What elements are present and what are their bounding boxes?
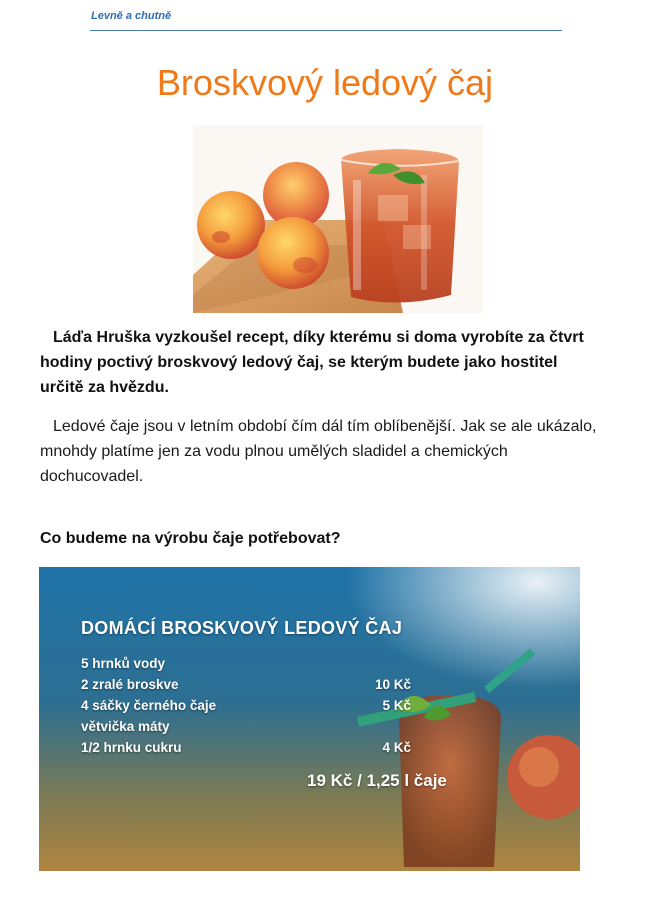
- page-title: Broskvový ledový čaj: [156, 62, 494, 103]
- ingredient-row: [81, 698, 411, 713]
- header-rule: [90, 30, 562, 31]
- ingredient-name: 5 hrnků vody: [81, 656, 166, 671]
- ingredient-name: větvička máty: [81, 719, 170, 734]
- peach-iced-tea-photo: [193, 125, 483, 313]
- recipe-card-title: DOMÁCÍ BROSKVOVÝ LEDOVÝ ČAJ: [81, 618, 403, 638]
- ingredient-name: 2 zralé broskve: [81, 677, 179, 692]
- ingredient-name: 4 sáčky černého čaje: [81, 698, 217, 713]
- ingredient-row: [81, 677, 411, 692]
- recipe-card: [39, 567, 580, 871]
- ingredient-row: [81, 656, 411, 671]
- article-paragraph: Ledové čaje jsou v letním období čím dál tím oblíbenější. Jak se ale ukázalo, mnohdy platíme jen za vodu plnou umělých sladidel a chemických dochucovadel.: [40, 418, 597, 485]
- ingredient-price: 5 Kč: [382, 698, 411, 713]
- ingredient-row: [81, 719, 411, 734]
- ingredient-name: 1/2 hrnku cukru: [81, 740, 182, 755]
- ingredient-row: [81, 740, 411, 755]
- ingredient-price: 10 Kč: [374, 677, 411, 692]
- ingredient-price: 4 Kč: [382, 740, 411, 755]
- article-lead: Láďa Hruška vyzkoušel recept, díky kterému si doma vyrobíte za čtvrt hodiny poctivý broskvový ledový čaj, se kterým budete jako hostitel určitě za hvězdu.: [40, 329, 584, 396]
- recipe-total: 19 Kč / 1,25 l čaje: [307, 771, 447, 790]
- running-header: Levně a chutně: [91, 10, 172, 22]
- hero-photo: [193, 125, 483, 313]
- ingredients-heading: Co budeme na výrobu čaje potřebovat?: [40, 530, 341, 547]
